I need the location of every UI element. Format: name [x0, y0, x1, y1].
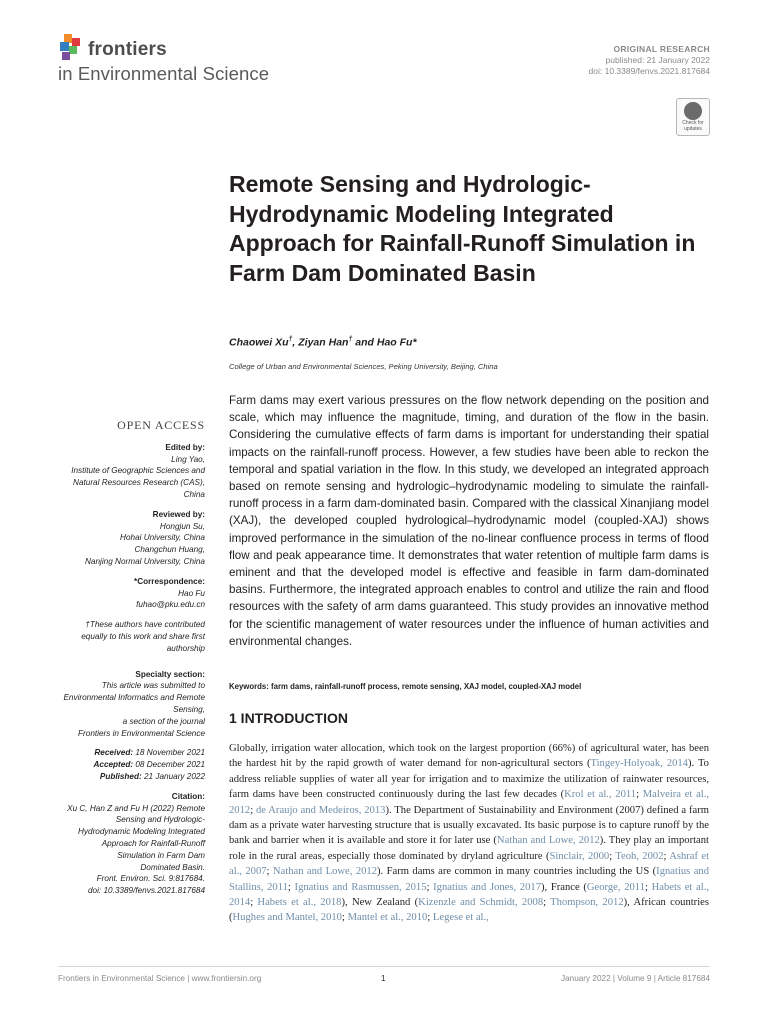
author-link[interactable]: Chaowei Xu [229, 336, 289, 349]
footer-divider [58, 966, 710, 967]
author-contribution-note [40, 619, 205, 654]
citation-link[interactable]: Ignatius and Jones, 2017 [433, 881, 541, 893]
citation-link[interactable]: Hughes and Mantel, 2010 [232, 912, 342, 924]
edited-by: Edited by: Ling Yao, Institute of Geographic Sciences and Natural Resources Research (CAS), China [40, 442, 205, 501]
citation-link[interactable]: Ashraf et al., 2007 [229, 850, 710, 878]
sidebar-line: Sensing, [173, 704, 205, 714]
body-text: ; [287, 881, 295, 893]
body-text: ; [341, 912, 348, 924]
citation-link[interactable]: Sinclair, 2000 [549, 850, 610, 862]
sidebar-line: Frontiers in Environmental Science [78, 728, 205, 738]
body-text: ; [609, 850, 616, 862]
body-text: ; [543, 897, 551, 909]
sidebar-line: †These authors have contributed [85, 620, 205, 630]
body-text: ; [266, 866, 273, 878]
body-paragraph [229, 741, 709, 926]
article-title: Remote Sensing and Hydrologic-Hydrodynamic Modeling Integrated Approach for Rainfall-Runoff Simulation in Farm Dam Dominated Basin [229, 171, 696, 286]
journal-logo[interactable] [58, 34, 318, 84]
sidebar-line: Simulation in Farm Dam [117, 850, 205, 860]
body-text: ), France ( [541, 881, 587, 893]
article-info-sidebar [40, 420, 205, 905]
sidebar-line: Xu C, Han Z and Fu H (2022) Remote [67, 803, 205, 813]
body-text: ). To address reliable supplies of water all year for irrigation and to maximize the utilization of rainwater resources, farm dams have been constructed continuously during the last few decades ( [229, 758, 709, 801]
author-link[interactable]: Hao Fu [376, 336, 413, 349]
body-text: ), African countries ( [229, 897, 709, 924]
sidebar-line: equally to this work and share first [81, 631, 205, 641]
check-for-updates-badge[interactable] [676, 98, 710, 136]
body-text: ; [250, 897, 258, 909]
sidebar-line: Ling Yao, [171, 454, 205, 464]
sidebar-line: Changchun Huang, [134, 545, 205, 555]
article-type: ORIGINAL RESEARCH [613, 44, 710, 54]
sidebar-line: authorship [166, 643, 205, 653]
published-date: published: 21 January 2022 [605, 55, 710, 65]
citation-link[interactable]: Habets et al., 2018 [257, 897, 342, 909]
body-text: ; [663, 850, 670, 862]
sidebar-line: Environmental Informatics and Remote [63, 693, 205, 703]
citation-link[interactable]: Thompson, 2012 [550, 897, 624, 909]
footer-journal[interactable]: Frontiers in Environmental Science | www.frontiersin.org [58, 974, 262, 983]
citation-link[interactable]: Mantel et al., 2010 [347, 912, 428, 924]
sidebar-line: Approach for Rainfall-Runoff [101, 838, 205, 848]
sidebar-line: Front. Environ. Sci. 9:817684. [96, 874, 205, 884]
open-access-label: OPEN ACCESS [117, 418, 205, 432]
citation-link[interactable]: Ignatius and Rasmussen, 2015 [294, 881, 427, 893]
citation-link[interactable]: de Araujo and Medeiros, 2013 [256, 804, 386, 816]
body-text: ), New Zealand ( [341, 897, 419, 909]
correspondence: *Correspondence: Hao Fu fuhao@pku.edu.cn [40, 576, 205, 611]
body-text: ). The Department of Sustainability and Environment (2007) defined a farm dam as a private water harvesting structure that is usually excavated. Its basic purpose is to capture runoff by the bank and barrier when it is available and store it for later use ( [229, 804, 709, 847]
citation-link[interactable]: Ignatius and Stallins, 2011 [229, 866, 710, 893]
citation-link[interactable]: Tingey-Holyoak, 2014 [590, 758, 688, 770]
sidebar-line: Institute of Geographic Sciences and [71, 466, 205, 476]
sidebar-line: Hohai University, China [120, 533, 205, 543]
citation-link[interactable]: Krol et al., 2011 [564, 789, 637, 801]
dates: Received: 18 November 2021 Accepted: 08 December 2021 Published: 21 January 2022 [93, 748, 205, 781]
article-doi[interactable]: doi: 10.3389/fenvs.2021.817684 [588, 66, 710, 76]
page-number: 1 [381, 974, 386, 983]
citation-link[interactable]: Legese et al., [432, 912, 489, 924]
body-text: ; [250, 804, 256, 816]
citation-link[interactable]: Malveira et al., 2012 [229, 789, 710, 816]
author-link[interactable]: Ziyan Han [298, 336, 349, 349]
reviewed-by: Reviewed by: Hongjun Su, Hohai University, China Changchun Huang, Nanjing Normal University, China [40, 509, 205, 568]
citation-link[interactable]: Teoh, 2002 [615, 850, 664, 862]
body-text: ). They play an important role in the rural areas, especially those dominated by dryland agriculture ( [229, 835, 709, 862]
citation-link[interactable]: Nathan and Lowe, 2012 [272, 866, 378, 878]
sidebar-line: Sensing and Hydrologic- [115, 815, 205, 825]
sidebar-line: a section of the journal [122, 716, 205, 726]
sidebar-line: Hao Fu [178, 588, 205, 598]
article-meta [589, 44, 710, 77]
crossmark-icon [684, 102, 702, 120]
affiliation: College of Urban and Environmental Sciences, Peking University, Beijing, China [229, 362, 498, 371]
sidebar-line: doi: 10.3389/fenvs.2021.817684 [88, 886, 205, 896]
crossmark-label: Check for updates [682, 120, 704, 132]
logo-wordmark: frontiers [88, 39, 167, 60]
sidebar-line: Hongjun Su, [159, 521, 205, 531]
sidebar-line: fuhao@pku.edu.cn [136, 600, 205, 610]
footer-issue: January 2022 | Volume 9 | Article 817684 [561, 974, 710, 983]
body-text: Globally, irrigation water allocation, which took on the largest proportion (66%) of agricultural water, has been the hardest hit by the rapid growth of water demand for non-agricultural sectors ( [229, 743, 709, 770]
abstract: Farm dams may exert various pressures on the flow network depending on the position and scale, which may influence the magnitude, timing, and duration of the flow in the basin. Considering the cumulative effects of farm dams is important for understanding their spatial impacts on the rainfall-runoff process. However, a few studies have been able to reckon the temporal and spatial variation in the flow. In this study, we developed an integrated approach based on remote sensing and hydrologic–hydrodynamic modeling to simulate the rainfall-runoff process in a farm dam-dominated basin. Compared with the classical Xinanjiang model (XAJ), the developed coupled hydrological–hydrodynamic model (coupled-XAJ) shows improved performance in the simulation of the no-linear confluence process in terms of flood flow and peak appearance time. It demonstrates that water retention of multiple farm dams is eminent and that the developed model is effective and feasible in farm dam-dominated basins. Furthermore, the integrated approach enables to control and utilize the rain and flood resources with the safety of arm dams guaranteed. This study provides an innovative method for the scientific management of water resources under the influence of human activities and environmental changes. [229, 394, 709, 648]
keywords: Keywords: farm dams, rainfall-runoff process, remote sensing, XAJ model, coupled-XAJ model [229, 682, 582, 691]
sidebar-line: Natural Resources Research (CAS), [73, 478, 205, 488]
body-text: ; [645, 881, 652, 893]
sidebar-line: Hydrodynamic Modeling Integrated [78, 827, 205, 837]
specialty-section: Specialty section: This article was submitted to Environmental Informatics and Remote Sensing, a section of the journal Frontiers in Environmental Science [40, 669, 205, 740]
author-list: Chaowei Xu†, Ziyan Han† and Hao Fu* [229, 336, 417, 349]
citation-link[interactable]: Nathan and Lowe, 2012 [496, 835, 600, 847]
frontiers-logo-icon [58, 34, 84, 64]
sidebar-line: Nanjing Normal University, China [85, 556, 205, 566]
sidebar-line: China [183, 489, 205, 499]
body-text: ; [636, 789, 643, 801]
citation-link[interactable]: Habets et al., 2014 [229, 881, 709, 909]
sidebar-line: Dominated Basin. [140, 862, 205, 872]
citation-link[interactable]: Kizenzle and Schmidt, 2008 [418, 897, 544, 909]
body-text: ). Farm dams are common in many countries including the US ( [377, 866, 657, 878]
citation-link[interactable]: George, 2011 [586, 881, 645, 893]
section-heading: 1 INTRODUCTION [229, 710, 348, 726]
body-text: ; [427, 912, 433, 924]
sidebar-line: This article was submitted to [101, 681, 205, 691]
body-text: ; [426, 881, 434, 893]
citation: Citation: Xu C, Han Z and Fu H (2022) Remote Sensing and Hydrologic- Hydrodynamic Modeling Integrated Approach for Rainfall-Runoff Simulation in Farm Dam Dominated Basin. Front. Environ. Sci. 9:817684. doi: 10.3389/fenvs.2021.817684 [40, 791, 205, 897]
journal-name: in Environmental Science [58, 63, 270, 84]
